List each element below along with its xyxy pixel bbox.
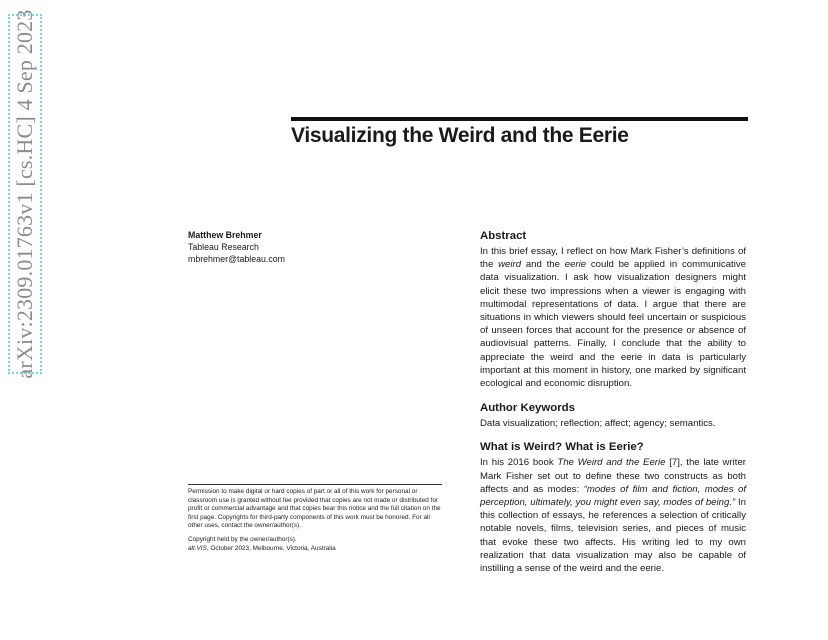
- keywords-heading: Author Keywords: [480, 402, 575, 415]
- eerie-emphasis: eerie: [564, 259, 587, 271]
- abstract-text-part: In this brief essay, I reflect on how Mark Fisher’s definitions of the: [480, 246, 746, 271]
- section-text-part: [7], the late writer Mark Fisher set out to define these two constructs as both affects and as modes:: [480, 457, 747, 495]
- book-title: The Weird and the Eerie: [557, 457, 666, 469]
- section-text-part: In this collection of essays, he references a selection of critically notable novels, films, television series, and pieces of music that evoke these two affects. His writing led to my own realization that data visualization may also be capable of instilling a sense of the weird and the eerie.: [480, 497, 746, 575]
- venue-details: , October 2023, Melbourne, Victoria, Australia: [206, 544, 336, 552]
- abstract-text: [480, 245, 746, 390]
- author-affiliation: Tableau Research: [188, 242, 259, 252]
- author-name: Matthew Brehmer: [188, 230, 262, 240]
- venue-name: alt.VIS: [188, 544, 207, 552]
- venue-line: [188, 545, 442, 554]
- weird-eerie-section: [480, 440, 746, 575]
- author-block: [188, 229, 285, 265]
- keywords-text: Data visualization; reflection; affect; agency; semantics.: [480, 418, 716, 430]
- permission-notice: Permission to make digital or hard copies of part or all of this work for personal or classroom use is granted without fee provided that copies are not made or distributed for profit or commercial advantage and that copies bear this notice and the full citation on the first page. Copyrights for third-party components of this work must be honored. For all other uses, contact the owner/author(s).: [188, 488, 441, 530]
- abstract-text-part: could be applied in communicative data visualization. I ask how visualization designers might elicit these two impressions when a viewer is engaging with multimodal representations of data. I argue that there are situations in which viewers should feel uncertain or suspicious of unseen forces that account for the presence or absence of audiovisual patterns. Finally, I conclude that the ability to appreciate the weird and the eerie in data is particularly important at this moment in history, one marked by significant ecological and economic disruption.: [480, 259, 746, 390]
- main-column: [480, 229, 746, 575]
- fisher-quote: “modes of film and fiction, modes of perception, ultimately, you might even say, modes of being.”: [480, 483, 746, 509]
- abstract-text-part: and the: [521, 259, 565, 271]
- footnote-rule: [188, 484, 442, 485]
- abstract-section: [480, 229, 746, 390]
- arxiv-stamp: [8, 9, 42, 379]
- title-rule: [291, 117, 748, 121]
- paper-title: Visualizing the Weird and the Eerie: [291, 124, 629, 147]
- copyright-footnote: [188, 488, 442, 553]
- copyright-line: Copyright held by the owner/author(s).: [188, 535, 297, 543]
- keywords-section: [480, 401, 746, 430]
- author-email: mbrehmer@tableau.com: [188, 254, 285, 264]
- abstract-heading: Abstract: [480, 230, 527, 242]
- section-text: [480, 456, 746, 575]
- section-heading: What is Weird? What is Eerie?: [480, 441, 644, 454]
- arxiv-identifier: arXiv:2309.01763v1 [cs.HC] 4 Sep 2023: [12, 9, 37, 379]
- section-text-part: In his 2016 book: [480, 457, 558, 469]
- weird-emphasis: weird: [498, 259, 522, 271]
